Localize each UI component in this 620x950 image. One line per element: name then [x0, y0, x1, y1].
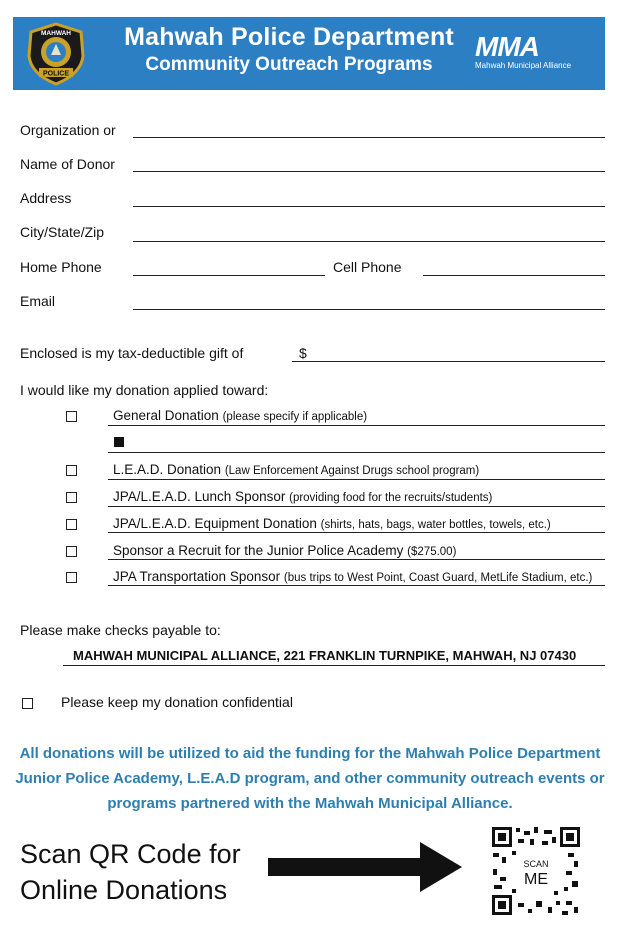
lunch-sponsor-underline — [108, 506, 605, 507]
lead-donation-checkbox[interactable] — [66, 465, 77, 476]
cell-phone-label: Cell Phone — [333, 259, 402, 275]
applied-toward-label: I would like my donation applied toward: — [20, 382, 269, 398]
option-note: (Law Enforcement Against Drugs school program) — [224, 465, 480, 477]
option-label: General Donation — [113, 408, 219, 423]
payable-label: Please make checks payable to: — [20, 622, 221, 638]
option-label: JPA Transportation Sponsor — [113, 569, 281, 584]
general-donation-underline — [108, 425, 605, 426]
address-label: Address — [20, 190, 72, 206]
option-label: Sponsor a Recruit for the Junior Police Academy — [113, 543, 404, 558]
transportation-sponsor-option — [113, 569, 592, 584]
payable-address-underline — [63, 665, 605, 666]
option-label: JPA/L.E.A.D. Lunch Sponsor — [113, 489, 286, 504]
badge-top-text: MAHWAH — [41, 30, 71, 37]
donor-name-field[interactable] — [133, 171, 605, 172]
scan-line-1: Scan QR Code for — [20, 839, 241, 869]
sponsor-recruit-option — [113, 543, 456, 558]
gift-currency: $ — [299, 345, 307, 361]
city-state-zip-label: City/State/Zip — [20, 224, 105, 240]
general-donation-option — [113, 408, 367, 423]
gift-amount-field[interactable] — [292, 361, 605, 362]
donor-name-label: Name of Donor — [20, 156, 115, 172]
gift-label: Enclosed is my tax-deductible gift of — [20, 345, 244, 361]
organization-field[interactable] — [133, 137, 605, 138]
equipment-donation-option — [113, 516, 551, 531]
city-state-zip-field[interactable] — [133, 241, 605, 242]
alliance-logo — [475, 31, 593, 81]
specify-bullet-icon — [114, 437, 124, 447]
cell-phone-field[interactable] — [423, 275, 605, 276]
scan-qr-text — [20, 836, 241, 908]
email-field[interactable] — [133, 309, 605, 310]
option-label: JPA/L.E.A.D. Equipment Donation — [113, 516, 317, 531]
alliance-name: Mahwah Municipal Alliance — [475, 61, 572, 70]
header-banner — [13, 17, 605, 90]
lunch-sponsor-option — [113, 489, 492, 504]
general-donation-specify-field[interactable] — [108, 452, 605, 453]
option-label: L.E.A.D. Donation — [113, 462, 222, 477]
sponsor-recruit-underline — [108, 559, 605, 560]
qr-scan-text: SCAN — [523, 859, 549, 869]
option-note: (providing food for the recruits/students) — [289, 492, 493, 504]
confidential-checkbox[interactable] — [22, 698, 33, 709]
sponsor-recruit-checkbox[interactable] — [66, 546, 77, 557]
option-note: (bus trips to West Point, Coast Guard, MetLife Stadium, etc.) — [283, 572, 593, 584]
alliance-logo-text: MMA — [475, 31, 539, 62]
option-note: (please specify if applicable) — [222, 411, 368, 423]
header-titles — [109, 17, 469, 76]
arrow-right-icon — [268, 842, 464, 894]
equipment-donation-underline — [108, 532, 605, 533]
equipment-donation-checkbox[interactable] — [66, 519, 77, 530]
lead-donation-option — [113, 462, 479, 477]
donation-statement: All donations will be utilized to aid the funding for the Mahwah Police Department Junior Police Academy, L.E.A.D program, and other community outreach events or programs partnered with the Mahwah Municipal Alliance. — [15, 745, 605, 812]
general-donation-checkbox[interactable] — [66, 411, 77, 422]
home-phone-label: Home Phone — [20, 259, 102, 275]
option-note: (shirts, hats, bags, water bottles, towels, etc.) — [320, 519, 551, 531]
address-field[interactable] — [133, 206, 605, 207]
home-phone-field[interactable] — [133, 275, 325, 276]
lead-donation-underline — [108, 479, 605, 480]
option-note: ($275.00) — [407, 546, 457, 558]
lunch-sponsor-checkbox[interactable] — [66, 492, 77, 503]
scan-line-2: Online Donations — [20, 875, 228, 905]
page-subtitle: Community Outreach Programs — [145, 54, 433, 75]
payable-address: MAHWAH MUNICIPAL ALLIANCE, 221 FRANKLIN TURNPIKE, MAHWAH, NJ 07430 — [73, 648, 577, 663]
transportation-sponsor-checkbox[interactable] — [66, 572, 77, 583]
organization-label: Organization or — [20, 122, 116, 138]
page-title: Mahwah Police Department — [124, 23, 454, 51]
qr-code[interactable] — [490, 825, 582, 917]
email-label: Email — [20, 293, 56, 309]
transportation-sponsor-underline — [108, 585, 605, 586]
badge-bottom-text: POLICE — [42, 70, 70, 78]
police-badge-icon — [25, 22, 87, 86]
qr-me-text: ME — [524, 871, 548, 888]
confidential-label: Please keep my donation confidential — [61, 694, 293, 710]
